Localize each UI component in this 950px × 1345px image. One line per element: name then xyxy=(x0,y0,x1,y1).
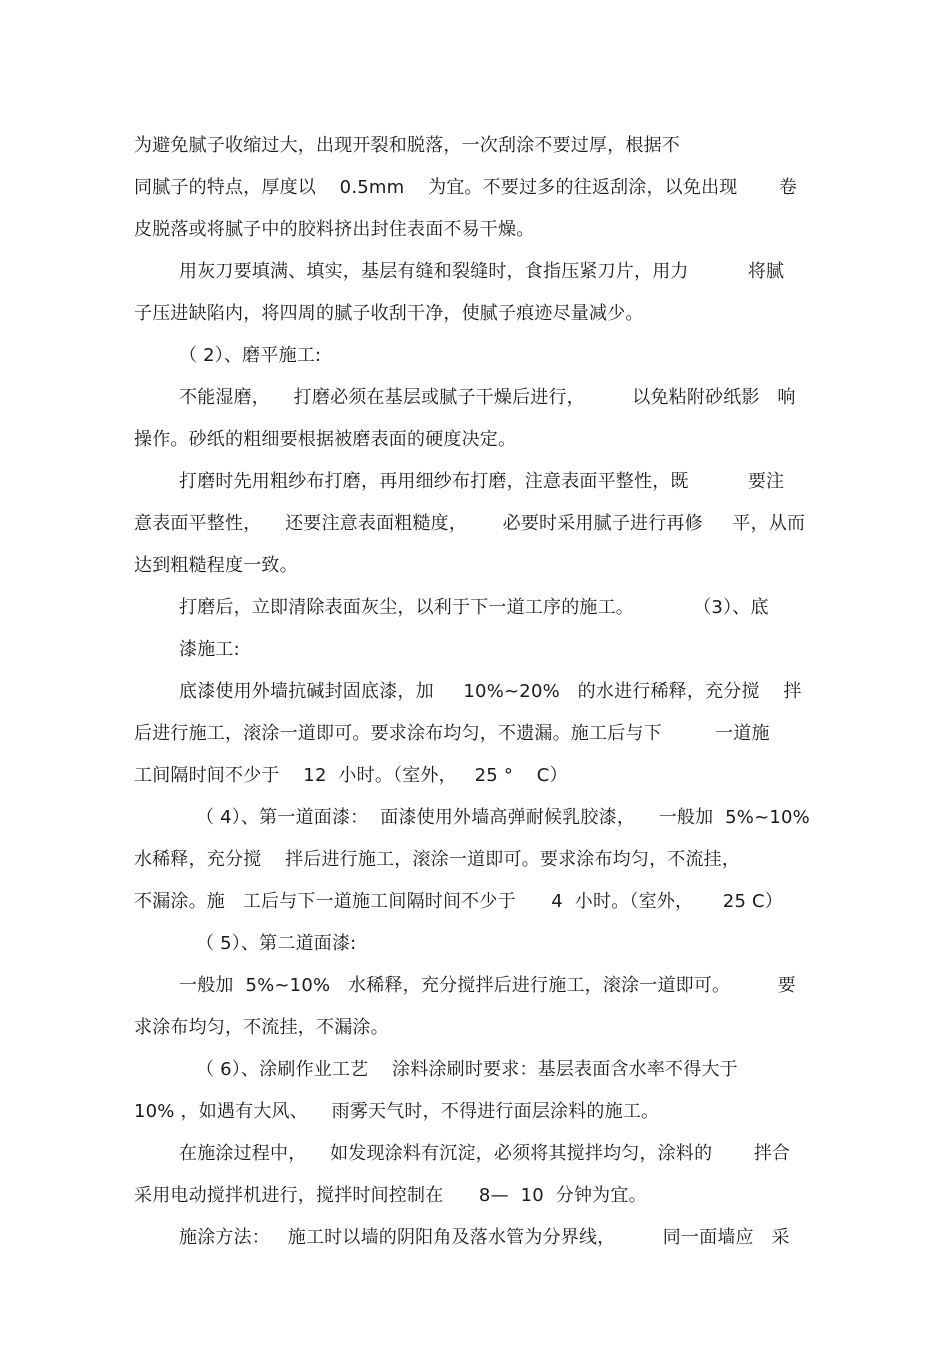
text-line: 后进行施工，滚涂一道即可。要求涂布均匀，不遗漏。施工后与下 一道施 xyxy=(134,723,770,744)
text-line: 水稀释，充分搅 拌后进行施工，滚涂一道即可。要求涂布均匀，不流挂， xyxy=(134,849,741,870)
text-line: 10% ，如遇有大风、 雨雾天气时，不得进行面层涂料的施工。 xyxy=(134,1101,660,1122)
section-heading: （ 4）、第一道面漆： 面漆使用外墙高弹耐候乳胶漆， 一般加 5%~10% xyxy=(196,807,810,828)
section-heading: （ 2）、磨平施工: xyxy=(179,345,322,366)
text-line: 在施涂过程中， 如发现涂料有沉淀，必须将其搅拌均匀，涂料的 拌合 xyxy=(179,1143,791,1164)
text-line: 打磨时先用粗纱布打磨，再用细纱布打磨，注意表面平整性，既 要注 xyxy=(179,471,785,492)
text-line: 皮脱落或将腻子中的胶料挤出封住表面不易干燥。 xyxy=(134,219,535,240)
text-line: 漆施工: xyxy=(179,639,240,660)
text-line: 不能湿磨， 打磨必须在基层或腻子干燥后进行， 以免粘附砂纸影 响 xyxy=(179,387,796,408)
text-line: 采用电动搅拌机进行，搅拌时间控制在 8— 10 分钟为宜。 xyxy=(134,1185,647,1206)
text-line: 操作。砂纸的粗细要根据被磨表面的硬度决定。 xyxy=(134,429,517,450)
text-line: 一般加 5%~10% 水稀释，充分搅拌后进行施工，滚涂一道即可。 要 xyxy=(179,975,796,996)
text-line: 工间隔时间不少于 12 小时。（室外， 25 ° C） xyxy=(134,765,568,786)
text-line: 打磨后，立即清除表面灰尘，以利于下一道工序的施工。 （3）、底 xyxy=(179,597,769,618)
text-line: 施涂方法： 施工时以墙的阴阳角及落水管为分界线， 同一面墙应 采 xyxy=(179,1227,790,1248)
text-line: 不漏涂。施 工后与下一道施工间隔时间不少于 4 小时。（室外， 25 C） xyxy=(134,891,783,912)
section-heading: （ 5）、第二道面漆: xyxy=(196,933,357,954)
text-line: 为避免腻子收缩过大，出现开裂和脱落，一次刮涂不要过厚，根据不 xyxy=(134,135,680,156)
text-line: 用灰刀要填满、填实，基层有缝和裂缝时，食指压紧刀片，用力 将腻 xyxy=(179,261,785,282)
text-line: 子压进缺陷内，将四周的腻子收刮干净，使腻子痕迹尽量减少。 xyxy=(134,303,644,324)
text-line: 求涂布均匀，不流挂，不漏涂。 xyxy=(134,1017,389,1038)
text-line: 达到粗糙程度一致。 xyxy=(134,555,298,576)
section-heading: （ 6）、涂刷作业工艺 涂料涂刷时要求：基层表面含水率不得大于 xyxy=(196,1059,738,1080)
text-line: 底漆使用外墙抗碱封固底漆，加 10%~20% 的水进行稀释，充分搅 拌 xyxy=(179,681,802,702)
text-line: 同腻子的特点，厚度以 0.5mm 为宜。不要过多的往返刮涂，以免出现 卷 xyxy=(134,177,798,198)
text-line: 意表面平整性， 还要注意表面粗糙度， 必要时采用腻子进行再修 平，从而 xyxy=(134,513,806,534)
